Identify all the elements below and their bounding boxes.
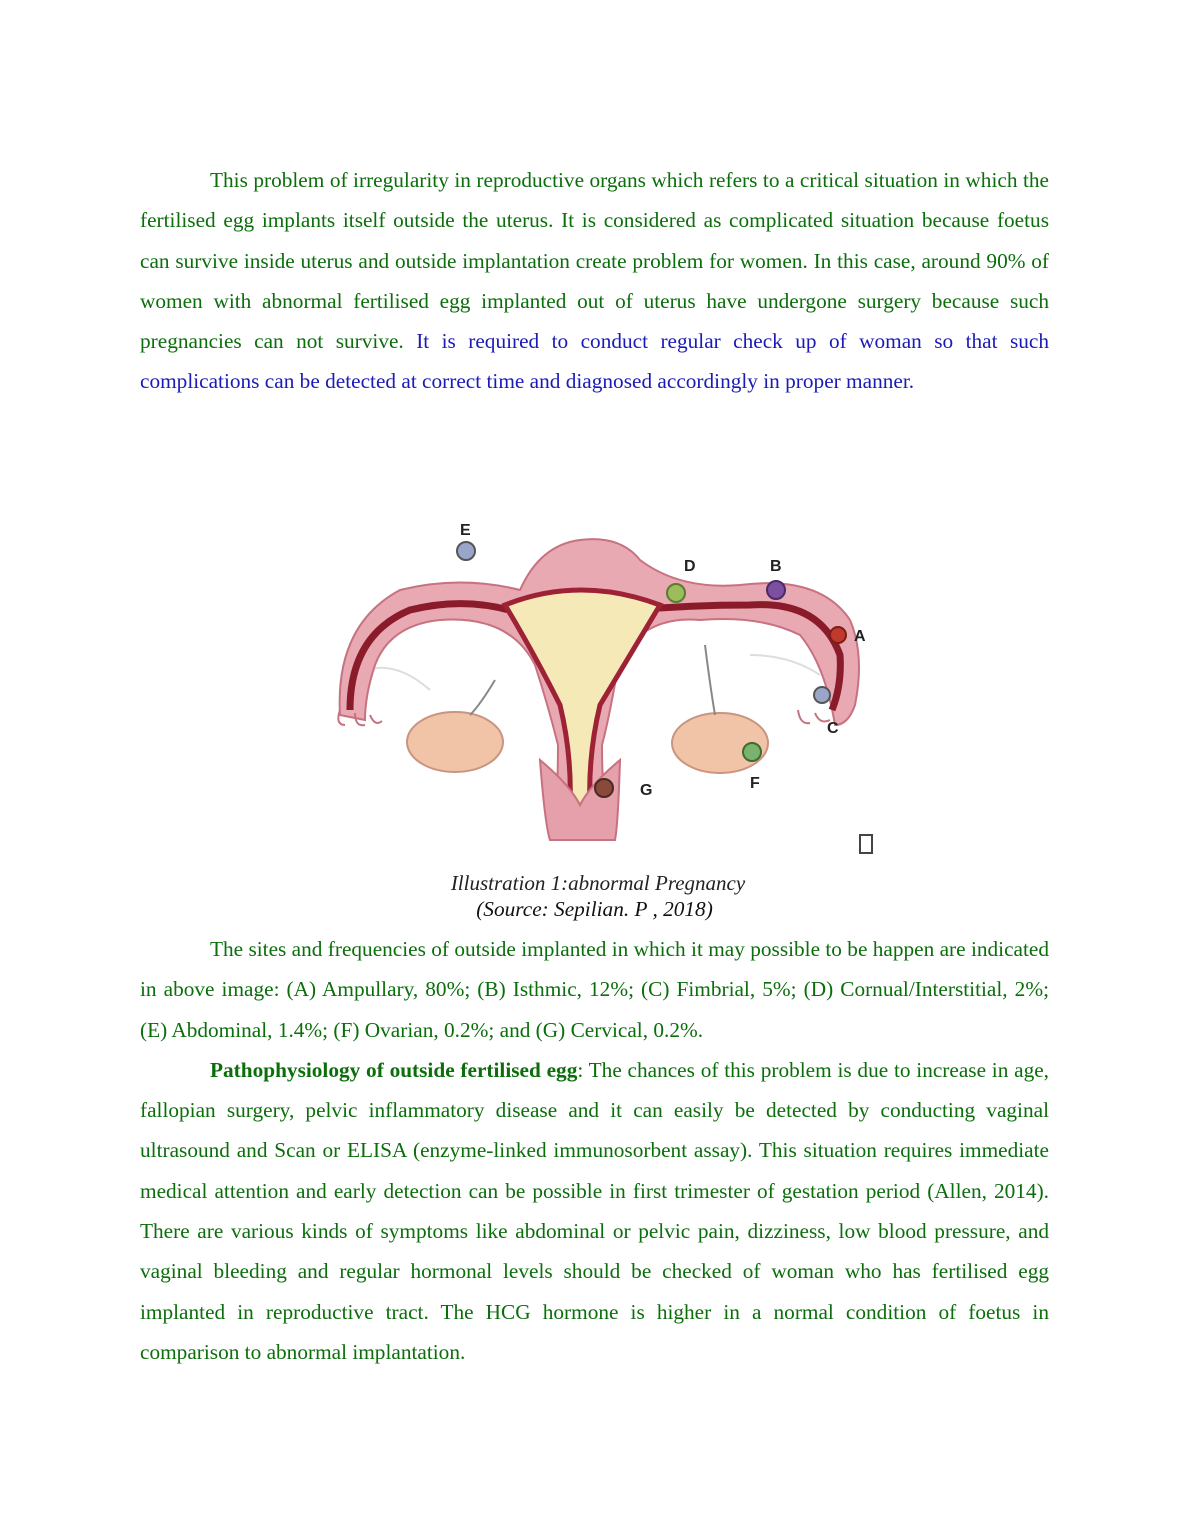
intro-blue-text: It is required to conduct regular check up of woman so that such complications can be detected at correct time and diagnosed accordingly in proper manner.: [140, 329, 1049, 394]
left-ovary: [407, 712, 503, 772]
left-ovarian-ligament: [470, 680, 495, 715]
right-ligament-line: [750, 655, 820, 675]
site-d-marker: [667, 584, 685, 602]
right-ovarian-ligament: [705, 645, 715, 715]
site-b-marker: [767, 581, 785, 599]
figure-source: (Source: Sepilian. P , 2018): [476, 897, 713, 921]
site-a-marker: [830, 627, 846, 643]
document-body-continued: [140, 929, 1049, 1372]
uterus-illustration: [320, 505, 876, 857]
label-a: A: [854, 628, 866, 645]
label-b: B: [770, 558, 782, 575]
uterus-diagram-svg: [320, 505, 876, 857]
site-e-marker: [457, 542, 475, 560]
site-c-marker: [814, 687, 830, 703]
site-f-marker: [743, 743, 761, 761]
site-g-marker: [595, 779, 613, 797]
uterine-cavity: [505, 590, 660, 805]
label-e: E: [460, 522, 471, 539]
paragraph-pathophysiology: [140, 1050, 1049, 1372]
pathophysiology-text: : The chances of this problem is due to increase in age, fallopian surgery, pelvic inflammatory disease and it can easily be detected by conducting vaginal ultrasound and Scan or ELISA (enzyme-linked immunosorbent assay). This situation requires immediate medical attention and early detection can be possible in first trimester of gestation period (Allen, 2014). There are various kinds of symptoms like abdominal or pelvic pain, dizziness, low blood pressure, and vaginal bleeding and regular hormonal levels should be checked of woman who has fertilised egg implanted in reproductive tract. The HCG hormone is higher in a normal condition of foetus in comparison to abnormal implantation.: [140, 1057, 1049, 1364]
right-fimbriae: [798, 710, 830, 723]
figure-caption-text: Illustration 1:abnormal Pregnancy: [450, 871, 746, 895]
intro-green-text: This problem of irregularity in reproductive organs which refers to a critical situation in which the fertilised egg implants itself outside the uterus. It is considered as complicated situation because foetus can survive inside uterus and outside implantation create problem for women. In this case, around 90% of women with abnormal fertilised egg implanted out of uterus have undergone surgery because such pregnancies can not survive.: [140, 168, 1049, 354]
pathophysiology-heading: Pathophysiology of outside fertilised egg: [210, 1057, 578, 1082]
label-g: G: [640, 782, 653, 799]
label-d: D: [684, 558, 696, 575]
paragraph-sites-frequencies: The sites and frequencies of outside implanted in which it may possible to be happen are indicated in above image: (A) Ampullary, 80%; (B) Isthmic, 12%; (C) Fimbrial, 5%; (D) Cornual/Interstitial, 2%; (E) Abdominal, 1.4%; (F) Ovarian, 0.2%; and (G) Cervical, 0.2%.: [140, 937, 1049, 1042]
document-body: [140, 160, 1049, 402]
label-f: F: [750, 775, 760, 792]
paragraph-ectopic-intro: [140, 160, 1049, 402]
anchor-icon: [860, 835, 872, 853]
figure-caption: [320, 864, 876, 895]
label-c: C: [827, 720, 839, 737]
